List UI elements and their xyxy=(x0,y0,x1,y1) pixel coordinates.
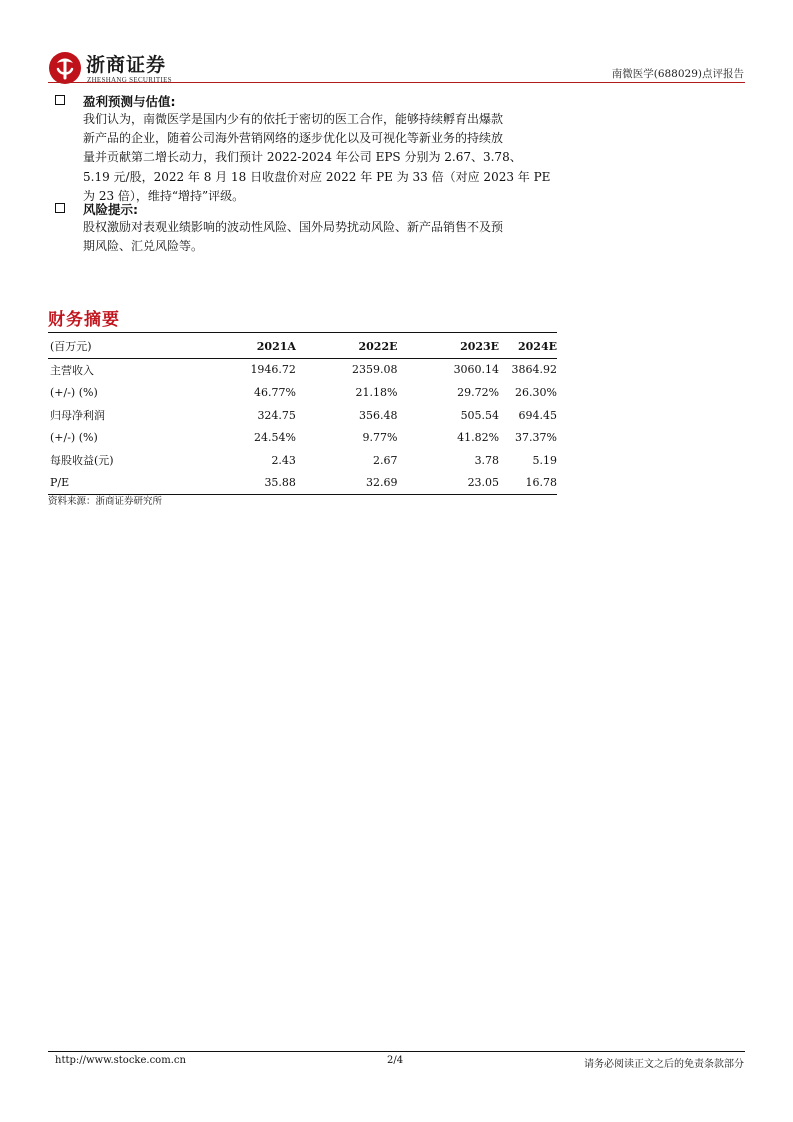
cell-value: 356.48 xyxy=(359,408,398,422)
paragraph-line: 期风险、汇兑风险等。 xyxy=(83,239,204,254)
cell-value: 24.54% xyxy=(253,431,296,445)
row-label: 每股收益(元) xyxy=(50,454,114,468)
footer-website-link[interactable]: http://www.stocke.com.cn xyxy=(55,1055,186,1066)
cell-value: 324.75 xyxy=(257,408,296,422)
risk-title: 风险提示: xyxy=(83,202,138,217)
cell-value: 1946.72 xyxy=(250,363,296,377)
cell-value: 21.18% xyxy=(355,385,398,399)
paragraph-line: 为 23 倍），维持“增持”评级。 xyxy=(83,188,245,203)
profit-forecast-body xyxy=(83,110,555,206)
table-row xyxy=(48,426,557,449)
logo-chinese-name: 浙商证券 xyxy=(86,54,167,76)
table-row xyxy=(48,381,557,404)
cell-value: 3.78 xyxy=(474,453,500,467)
cell-value: 2.67 xyxy=(373,453,398,467)
data-source-note: 资料来源：浙商证券研究所 xyxy=(48,496,163,507)
year-header: 2021A xyxy=(179,335,295,358)
financial-summary-title: 财务摘要 xyxy=(48,310,120,330)
bullet-square-icon xyxy=(55,95,65,105)
cell-value: 35.88 xyxy=(179,472,295,495)
company-logo xyxy=(48,50,178,90)
cell-value: 2.43 xyxy=(271,453,296,467)
row-label: 主营收入 xyxy=(50,363,94,377)
logo-english-name: ZHESHANG SECURITIES xyxy=(87,76,172,84)
row-label: P/E xyxy=(48,472,179,495)
row-label: 归母净利润 xyxy=(50,409,105,423)
table-top-rule xyxy=(48,332,557,333)
profit-forecast-section xyxy=(55,92,555,206)
year-header: 2022E xyxy=(296,335,398,358)
profit-forecast-heading xyxy=(55,92,555,109)
cell-value: 37.37% xyxy=(515,431,557,445)
paragraph-line: 量并贡献第二增长动力，我们预计 2022-2024 年公司 EPS 分别为 2.67、3.78、 xyxy=(83,150,522,165)
profit-forecast-title: 盈利预测与估值: xyxy=(83,94,176,109)
paragraph-line: 5.19 元/股，2022 年 8 月 18 日收盘价对应 2022 年 PE 为 33 倍（对应 2023 年 PE xyxy=(83,169,551,184)
report-tag: 南微医学(688029)点评报告 xyxy=(611,68,744,80)
unit-label: (百万元) xyxy=(48,335,179,358)
footer-divider xyxy=(48,1051,745,1052)
cell-value: 16.78 xyxy=(499,472,557,495)
table-header-row xyxy=(48,335,557,358)
cell-value: 23.05 xyxy=(398,472,500,495)
cell-value: 5.19 xyxy=(532,453,557,467)
cell-value: 46.77% xyxy=(253,385,296,399)
page-number: 2/4 xyxy=(387,1055,404,1066)
cell-value: 2359.08 xyxy=(352,363,398,377)
cell-value: 29.72% xyxy=(457,385,500,399)
year-header: 2023E xyxy=(398,335,500,358)
cell-value: 3060.14 xyxy=(453,363,500,377)
table-row xyxy=(48,404,557,427)
cell-value: 505.54 xyxy=(460,408,500,422)
table-row xyxy=(48,472,557,495)
cell-value: 694.45 xyxy=(518,408,557,422)
risk-section xyxy=(55,200,555,256)
cell-value: 41.82% xyxy=(457,431,500,445)
table-row xyxy=(48,358,557,381)
row-label: (+/-) (%) xyxy=(50,385,98,399)
cell-value: 32.69 xyxy=(296,472,398,495)
bullet-square-icon xyxy=(55,203,65,213)
disclaimer-note: 请务必阅读正文之后的免责条款部分 xyxy=(584,1059,744,1070)
header-divider xyxy=(48,82,745,83)
risk-body xyxy=(83,218,555,256)
cell-value: 3864.92 xyxy=(511,363,557,377)
cell-value: 26.30% xyxy=(515,385,557,399)
table-row xyxy=(48,449,557,472)
financial-summary-table xyxy=(48,335,557,495)
paragraph-line: 我们认为，南微医学是国内少有的依托于密切的医工合作，能够持续孵育出爆款 xyxy=(83,112,504,126)
paragraph-line: 股权激励对表观业绩影响的波动性风险、国外局势扰动风险、新产品销售不及预 xyxy=(83,220,504,234)
zheshang-logo-icon xyxy=(48,51,82,85)
paragraph-line: 新产品的企业，随着公司海外营销网络的逐步优化以及可视化等新业务的持续放 xyxy=(83,131,504,146)
row-label: (+/-) (%) xyxy=(50,431,98,445)
risk-heading xyxy=(55,200,555,217)
year-header: 2024E xyxy=(499,335,557,358)
cell-value: 9.77% xyxy=(362,431,398,445)
